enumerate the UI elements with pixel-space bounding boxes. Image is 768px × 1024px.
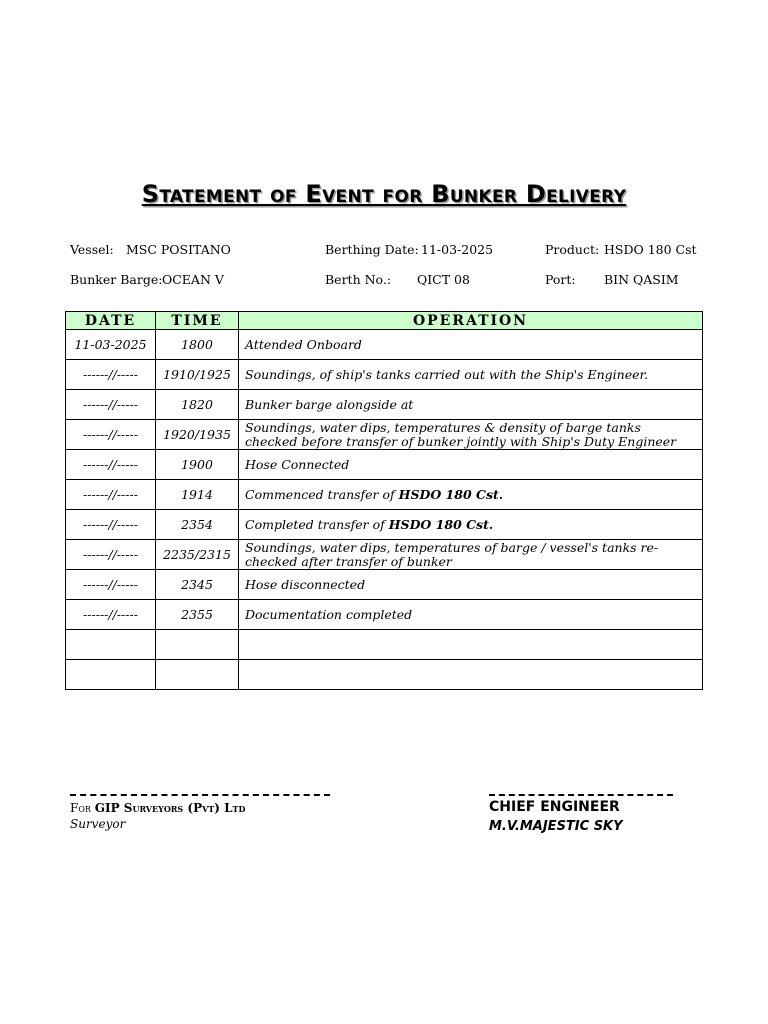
operation-text: Soundings, of ship's tanks carried out with the Ship's Engineer. [245, 366, 649, 382]
operation-text: Documentation completed [245, 606, 413, 622]
time-cell: 2235/2315 [156, 540, 239, 570]
table-row [66, 510, 703, 540]
operation-text: Commenced transfer of [245, 486, 399, 502]
operation-cell [239, 600, 703, 630]
time-cell [156, 660, 239, 690]
table-row [66, 390, 703, 420]
berth-value: QICT 08 [417, 272, 470, 287]
table-row [66, 330, 703, 360]
table-row [66, 570, 703, 600]
time-column-header: TIME [156, 312, 239, 330]
time-cell: 1800 [156, 330, 239, 360]
operation-cell [239, 510, 703, 540]
table-row [66, 360, 703, 390]
date-cell: ------//----- [66, 480, 156, 510]
surveyor-signature-line [70, 794, 330, 796]
chief-engineer-title: CHIEF ENGINEER [489, 799, 620, 815]
table-row [66, 660, 703, 690]
operation-cell [239, 450, 703, 480]
operation-text: Hose Connected [245, 456, 350, 472]
date-cell: ------//----- [66, 420, 156, 450]
time-cell: 2355 [156, 600, 239, 630]
date-cell: ------//----- [66, 390, 156, 420]
berth-field [325, 272, 470, 287]
date-cell: ------//----- [66, 570, 156, 600]
table-row [66, 480, 703, 510]
operation-cell [239, 630, 703, 660]
operation-cell [239, 540, 703, 570]
time-cell: 1900 [156, 450, 239, 480]
date-cell: ------//----- [66, 600, 156, 630]
table-row [66, 630, 703, 660]
operation-column-header: OPERATION [239, 312, 703, 330]
surveyor-prefix: For [70, 801, 95, 815]
operation-cell [239, 420, 703, 450]
operation-product: HSDO 180 Cst. [398, 486, 504, 502]
berthing-date-field [325, 242, 493, 257]
product-value: HSDO 180 Cst [604, 242, 697, 257]
chief-engineer-vessel: M.V.MAJESTIC SKY [489, 819, 623, 834]
barge-value: OCEAN V [162, 272, 224, 287]
time-cell [156, 630, 239, 660]
operation-cell [239, 660, 703, 690]
operation-text: Bunker barge alongside at [245, 396, 414, 412]
time-cell: 1820 [156, 390, 239, 420]
date-cell [66, 660, 156, 690]
date-cell: ------//----- [66, 540, 156, 570]
chief-engineer-signature-line [489, 794, 673, 796]
date-cell: ------//----- [66, 450, 156, 480]
product-field [545, 242, 697, 257]
operation-cell [239, 480, 703, 510]
product-label: Product: [545, 242, 600, 257]
operation-product: HSDO 180 Cst. [388, 516, 494, 532]
vessel-value: MSC POSITANO [126, 242, 231, 257]
time-cell: 1914 [156, 480, 239, 510]
table-header-row [66, 312, 703, 330]
date-cell: ------//----- [66, 510, 156, 540]
operation-text: Hose disconnected [245, 576, 366, 592]
time-cell: 1920/1935 [156, 420, 239, 450]
operation-cell [239, 330, 703, 360]
document-title: Statement of Event for Bunker Delivery [141, 180, 627, 208]
operation-text: Soundings, water dips, temperatures & density of barge tanks checked before transfer of bunker jointly with Ship's Duty Engineer [245, 419, 677, 449]
berthing-date-value: 11-03-2025 [421, 242, 494, 257]
operations-table [65, 311, 703, 690]
operation-text: Soundings, water dips, temperatures of barge / vessel's tanks re-checked after transfer of bunker [245, 539, 659, 569]
operation-cell [239, 360, 703, 390]
time-cell: 2345 [156, 570, 239, 600]
table-row [66, 450, 703, 480]
port-value: BIN QASIM [604, 272, 679, 287]
time-cell: 1910/1925 [156, 360, 239, 390]
date-cell: ------//----- [66, 360, 156, 390]
surveyor-role: Surveyor [70, 817, 126, 831]
vessel-label: Vessel: [70, 242, 114, 257]
berthing-date-label: Berthing Date: [325, 242, 419, 257]
table-row [66, 600, 703, 630]
surveyor-company-name: GIP Surveyors (Pvt) Ltd [94, 801, 246, 815]
port-field [545, 272, 679, 287]
berth-label: Berth No.: [325, 272, 392, 287]
barge-field [70, 272, 224, 287]
operation-text: Completed transfer of [245, 516, 389, 532]
table-row [66, 540, 703, 570]
surveyor-company [70, 801, 245, 815]
time-cell: 2354 [156, 510, 239, 540]
operation-cell [239, 390, 703, 420]
port-label: Port: [545, 272, 576, 287]
date-cell: 11-03-2025 [66, 330, 156, 360]
table-row [66, 420, 703, 450]
operation-text: Attended Onboard [245, 336, 362, 352]
operation-cell [239, 570, 703, 600]
date-column-header: DATE [66, 312, 156, 330]
barge-label: Bunker Barge: [70, 272, 163, 287]
vessel-field [70, 242, 231, 257]
date-cell [66, 630, 156, 660]
